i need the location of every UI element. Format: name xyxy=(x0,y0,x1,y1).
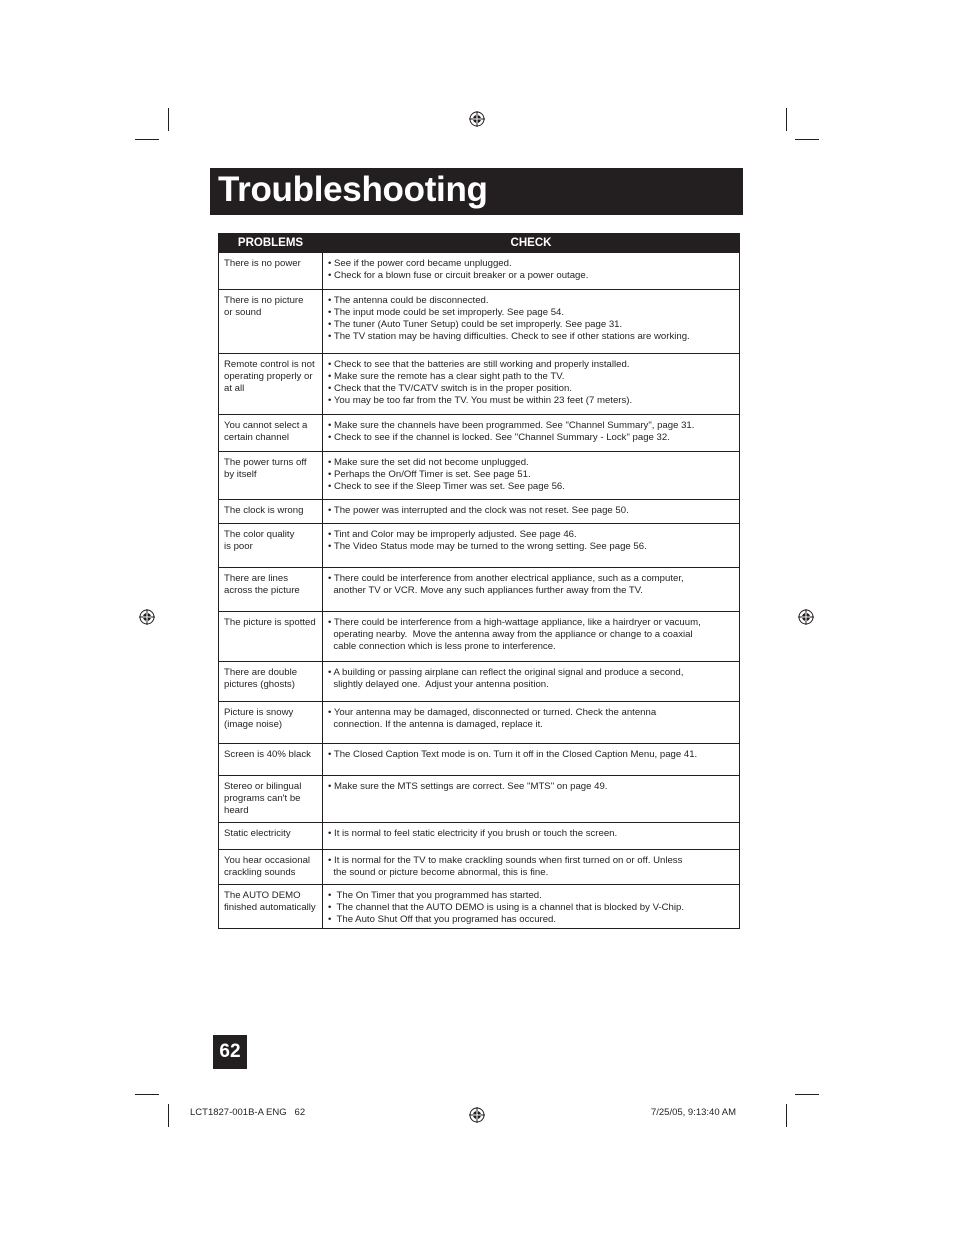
problem-cell xyxy=(219,776,323,823)
check-item: • A building or passing airplane can reflect the original signal and produce a second, xyxy=(328,667,684,678)
table-row xyxy=(219,885,740,929)
page-title-bar xyxy=(210,168,743,215)
check-item: the sound or picture become abnormal, this is fine. xyxy=(328,867,549,878)
problem-text: There is no power xyxy=(224,258,301,269)
table-row xyxy=(219,253,740,290)
check-cell xyxy=(323,524,740,568)
column-header-check: CHECK xyxy=(323,234,740,253)
table-row xyxy=(219,568,740,612)
problem-text: Remote control is not xyxy=(224,359,315,370)
problem-text: across the picture xyxy=(224,585,300,596)
problem-text: programs can't be xyxy=(224,793,301,804)
crop-mark xyxy=(168,1104,169,1127)
problem-text: heard xyxy=(224,805,249,816)
problem-text: or sound xyxy=(224,307,262,318)
check-item: • The tuner (Auto Tuner Setup) could be set improperly. See page 31. xyxy=(328,319,623,330)
footer-left: LCT1827-001B-A ENG 62 xyxy=(190,1107,306,1118)
problem-cell xyxy=(219,662,323,702)
check-cell xyxy=(323,744,740,776)
crop-mark xyxy=(135,1094,159,1095)
problem-cell xyxy=(219,500,323,524)
check-item: • Make sure the MTS settings are correct. See "MTS" on page 49. xyxy=(328,781,608,792)
registration-mark-icon xyxy=(469,1107,485,1123)
check-item: • Check to see if the channel is locked. See "Channel Summary - Lock" page 32. xyxy=(328,432,670,443)
check-item: • The power was interrupted and the clock was not reset. See page 50. xyxy=(328,505,629,516)
check-item: connection. If the antenna is damaged, replace it. xyxy=(328,719,543,730)
check-item: • Make sure the channels have been programmed. See "Channel Summary", page 31. xyxy=(328,420,695,431)
problem-text: The power turns off xyxy=(224,457,307,468)
problem-text: The picture is spotted xyxy=(224,617,316,628)
check-cell xyxy=(323,500,740,524)
crop-mark xyxy=(135,139,159,140)
page-number: 62 xyxy=(213,1035,247,1069)
check-cell xyxy=(323,415,740,452)
problem-text: by itself xyxy=(224,469,257,480)
check-item: • The TV station may be having difficulties. Check to see if other stations are working. xyxy=(328,331,690,342)
problem-cell xyxy=(219,568,323,612)
page-title: Troubleshooting xyxy=(218,170,488,209)
problem-cell xyxy=(219,524,323,568)
check-item: • The Auto Shut Off that you programed has occured. xyxy=(328,914,557,925)
problem-text: operating properly or xyxy=(224,371,313,382)
table-row xyxy=(219,776,740,823)
problem-text: There is no picture xyxy=(224,295,304,306)
crop-mark xyxy=(168,108,169,131)
problem-text: The clock is wrong xyxy=(224,505,304,516)
problem-text: finished automatically xyxy=(224,902,316,913)
check-cell xyxy=(323,776,740,823)
problem-text: The AUTO DEMO xyxy=(224,890,301,901)
table-row xyxy=(219,354,740,415)
table-row xyxy=(219,744,740,776)
check-item: • Check that the TV/CATV switch is in the proper position. xyxy=(328,383,573,394)
table-row xyxy=(219,452,740,500)
check-item: • Check to see if the Sleep Timer was set. See page 56. xyxy=(328,481,565,492)
check-item: • Perhaps the On/Off Timer is set. See page 51. xyxy=(328,469,531,480)
table-row xyxy=(219,612,740,662)
problem-cell xyxy=(219,744,323,776)
problem-cell xyxy=(219,702,323,744)
check-item: • The On Timer that you programmed has started. xyxy=(328,890,542,901)
problem-cell xyxy=(219,253,323,290)
check-cell xyxy=(323,702,740,744)
problem-text: You cannot select a xyxy=(224,420,308,431)
problem-text: The color quality xyxy=(224,529,295,540)
crop-mark xyxy=(795,1094,819,1095)
check-cell xyxy=(323,253,740,290)
check-item: • Check for a blown fuse or circuit breaker or a power outage. xyxy=(328,270,589,281)
registration-mark-icon xyxy=(469,111,485,127)
problem-text: Screen is 40% black xyxy=(224,749,311,760)
check-item: • There could be interference from another electrical appliance, such as a computer, xyxy=(328,573,684,584)
table-row xyxy=(219,290,740,354)
check-cell xyxy=(323,612,740,662)
problem-cell xyxy=(219,823,323,850)
check-item: • The input mode could be set improperly. See page 54. xyxy=(328,307,565,318)
check-item: • It is normal to feel static electricity if you brush or touch the screen. xyxy=(328,828,618,839)
problem-text: There are double xyxy=(224,667,298,678)
table-row xyxy=(219,524,740,568)
table-row xyxy=(219,500,740,524)
check-item: • Check to see that the batteries are still working and properly installed. xyxy=(328,359,630,370)
check-cell xyxy=(323,568,740,612)
registration-mark-icon xyxy=(798,609,814,625)
check-item: • The Video Status mode may be turned to the wrong setting. See page 56. xyxy=(328,541,647,552)
troubleshooting-table xyxy=(218,233,740,929)
problem-cell xyxy=(219,452,323,500)
problem-text: at all xyxy=(224,383,245,394)
check-item: • Tint and Color may be improperly adjusted. See page 46. xyxy=(328,529,577,540)
problem-text: is poor xyxy=(224,541,253,552)
problem-text: crackling sounds xyxy=(224,867,296,878)
check-cell xyxy=(323,850,740,885)
check-item: • Your antenna may be damaged, disconnected or turned. Check the antenna xyxy=(328,707,657,718)
problem-cell xyxy=(219,415,323,452)
problem-text: Static electricity xyxy=(224,828,291,839)
crop-mark xyxy=(786,108,787,131)
check-cell xyxy=(323,290,740,354)
check-cell xyxy=(323,662,740,702)
check-cell xyxy=(323,823,740,850)
problem-cell xyxy=(219,290,323,354)
crop-mark xyxy=(795,139,819,140)
registration-mark-icon xyxy=(139,609,155,625)
problem-text: Picture is snowy xyxy=(224,707,294,718)
table-row xyxy=(219,823,740,850)
check-item: operating nearby. Move the antenna away from the appliance or change to a coaxial xyxy=(328,629,693,640)
problem-text: pictures (ghosts) xyxy=(224,679,295,690)
problem-cell xyxy=(219,612,323,662)
check-item: • See if the power cord became unplugged. xyxy=(328,258,512,269)
table-row xyxy=(219,415,740,452)
check-item: • There could be interference from a high-wattage appliance, like a hairdryer or vacuum, xyxy=(328,617,701,628)
table-row xyxy=(219,702,740,744)
check-item: cable connection which is less prone to interference. xyxy=(328,641,556,652)
problem-text: There are lines xyxy=(224,573,288,584)
check-item: • Make sure the set did not become unplugged. xyxy=(328,457,529,468)
check-item: • The antenna could be disconnected. xyxy=(328,295,489,306)
check-item: • You may be too far from the TV. You must be within 23 feet (7 meters). xyxy=(328,395,633,406)
problem-cell xyxy=(219,850,323,885)
check-item: • The channel that the AUTO DEMO is using is a channel that is blocked by V-Chip. xyxy=(328,902,685,913)
problem-text: Stereo or bilingual xyxy=(224,781,302,792)
check-item: another TV or VCR. Move any such appliances further away from the TV. xyxy=(328,585,643,596)
problem-text: You hear occasional xyxy=(224,855,311,866)
problem-cell xyxy=(219,354,323,415)
check-item: • The Closed Caption Text mode is on. Turn it off in the Closed Caption Menu, page 41. xyxy=(328,749,698,760)
check-item: • Make sure the remote has a clear sight path to the TV. xyxy=(328,371,565,382)
table-row xyxy=(219,850,740,885)
check-cell xyxy=(323,354,740,415)
crop-mark xyxy=(786,1104,787,1127)
table-header-row xyxy=(219,234,740,253)
problem-text: certain channel xyxy=(224,432,290,443)
check-item: slightly delayed one. Adjust your antenna position. xyxy=(328,679,549,690)
check-item: • It is normal for the TV to make crackling sounds when first turned on or off. Unless xyxy=(328,855,683,866)
table-body xyxy=(219,253,740,929)
column-header-problems: PROBLEMS xyxy=(219,234,323,253)
problem-cell xyxy=(219,885,323,929)
check-cell xyxy=(323,452,740,500)
footer-right: 7/25/05, 9:13:40 AM xyxy=(650,1107,736,1118)
check-cell xyxy=(323,885,740,929)
table-row xyxy=(219,662,740,702)
problem-text: (image noise) xyxy=(224,719,283,730)
